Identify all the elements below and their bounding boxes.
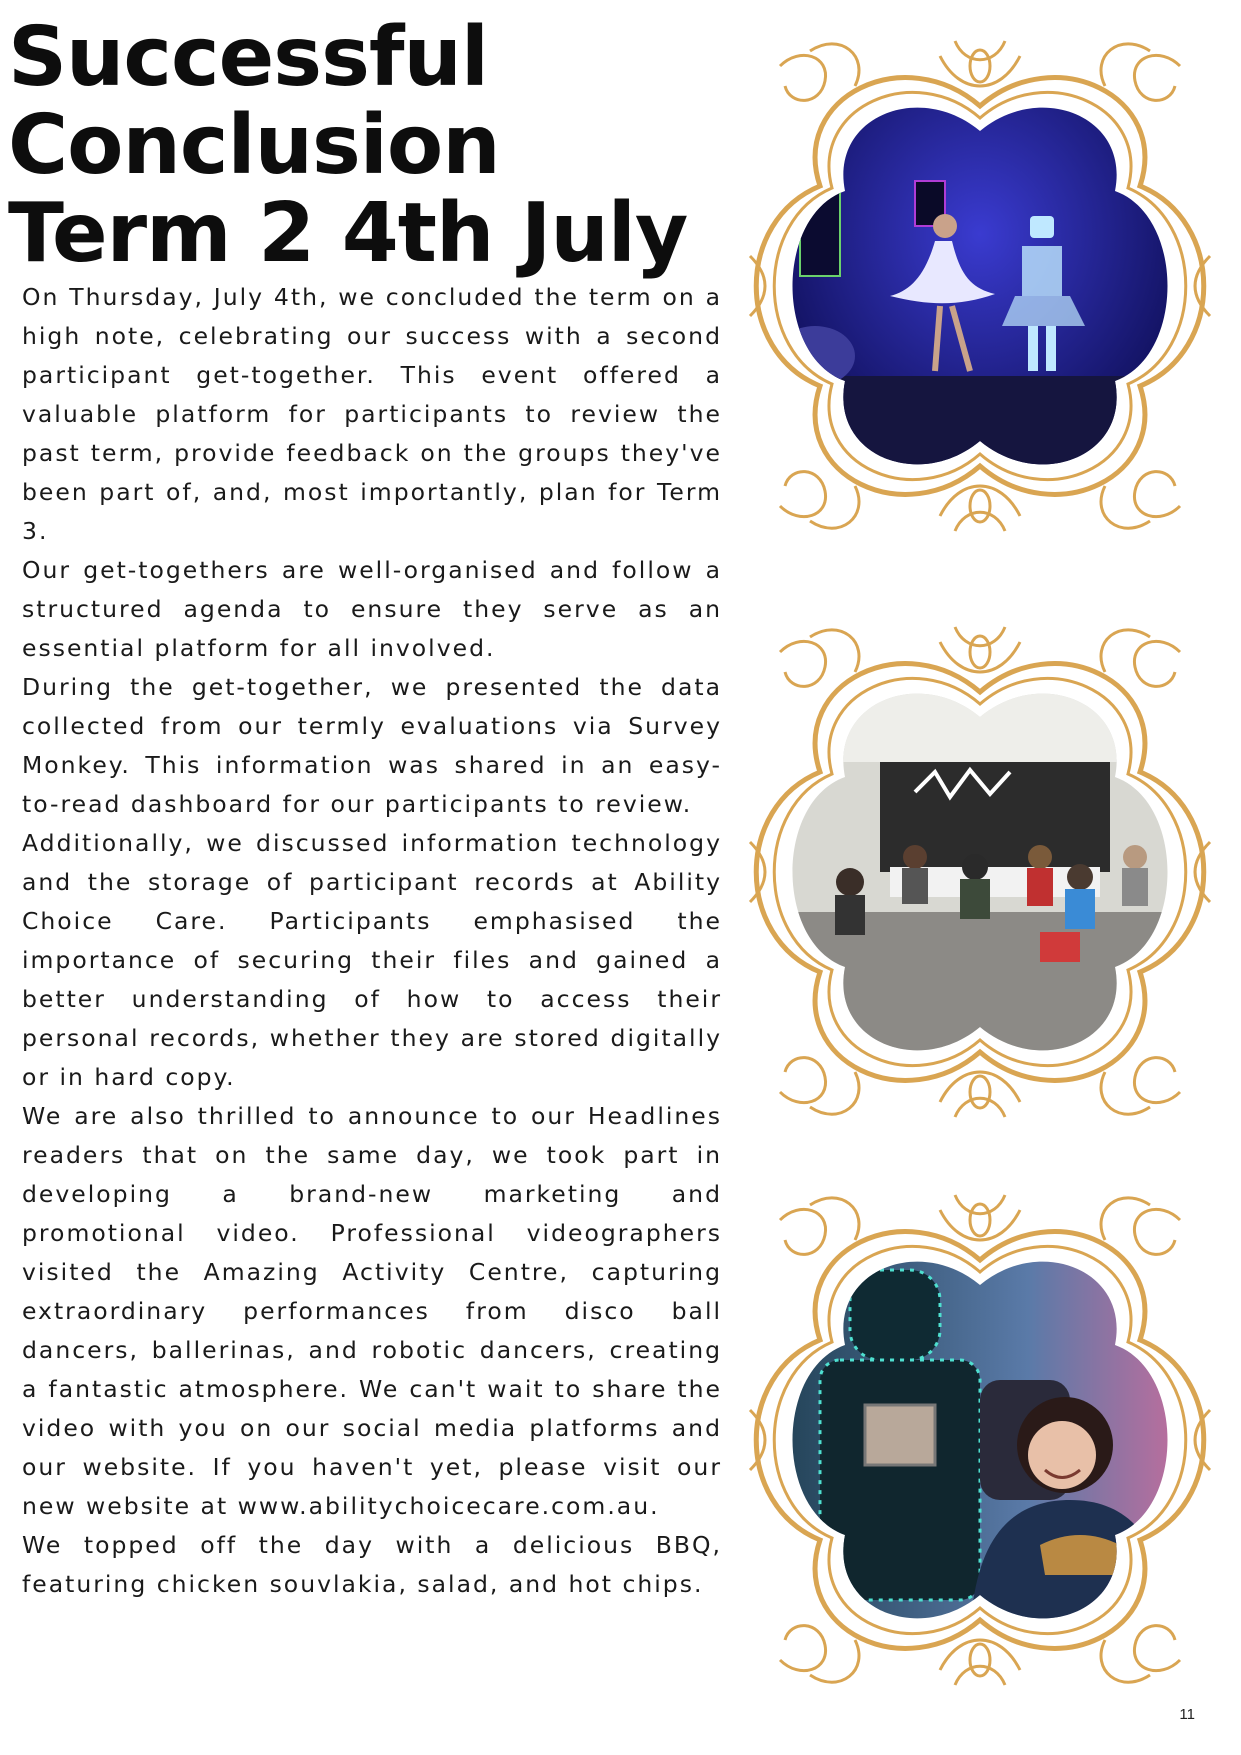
paragraph-6: We topped off the day with a delicious BBQ, featuring chicken souvlakia, salad, and hot chips. <box>22 1531 722 1598</box>
title-line-2: Conclusion <box>8 98 500 193</box>
title-line-3: Term 2 4th July <box>8 186 688 281</box>
photo-frame-robot-dancer <box>740 1180 1220 1700</box>
article-body <box>22 278 722 1604</box>
paragraph-2: Our get-togethers are well-organised and follow a structured agenda to ensure they serve as an essential platform for all involved. <box>22 556 722 662</box>
paragraph-1: On Thursday, July 4th, we concluded the term on a high note, celebrating our success with a second participant get-together. This event offered a valuable platform for participants to review the past term, provide feedback on the groups they've been part of, and, most importantly, plan for Term 3. <box>22 283 722 545</box>
paragraph-3: During the get-together, we presented the data collected from our termly evaluations via Survey Monkey. This information was shared in an easy-to-read dashboard for our participants to review. <box>22 673 722 818</box>
ornamental-frame-3 <box>740 1180 1220 1700</box>
page-title <box>8 10 728 281</box>
paragraph-4: Additionally, we discussed information technology and the storage of participant records at Ability Choice Care. Participants emphasised the importance of securing their files and gained a better understanding of how to access their personal records, whether they are stored digitally or in hard copy. <box>22 829 722 1091</box>
page-number: 11 <box>1179 1706 1195 1723</box>
paragraph-5: We are also thrilled to announce to our Headlines readers that on the same day, we took part in developing a brand-new marketing and promotional video. Professional videographers visited the Amazing Activity Centre, capturing extraordinary performances from disco ball dancers, ballerinas, and robotic dancers, creating a fantastic atmosphere. We can't wait to share the video with you on our social media platforms and our website. If you haven't yet, please visit our new website at www.abilitychoicecare.com.au. <box>22 1102 722 1520</box>
photo-frame-ballerina-led-dancer <box>740 26 1220 546</box>
ornamental-frame-2 <box>740 612 1220 1132</box>
photo-frame-group-meeting <box>740 612 1220 1132</box>
ornamental-frame-1 <box>740 26 1220 546</box>
title-line-1: Successful <box>8 10 489 105</box>
